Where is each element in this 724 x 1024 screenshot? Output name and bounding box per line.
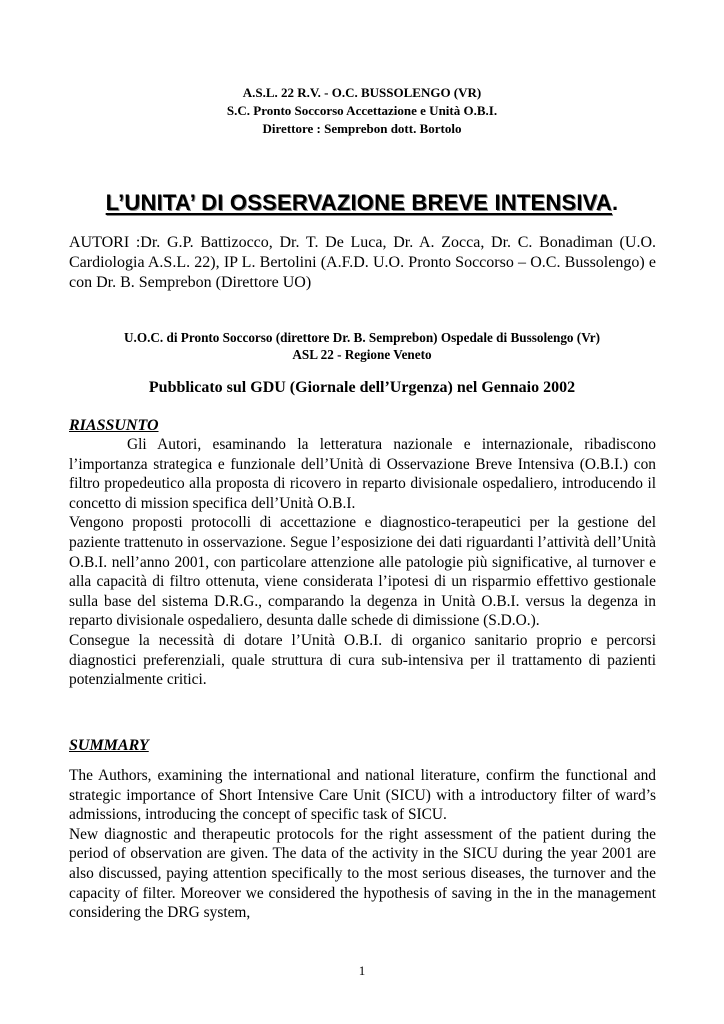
summary-body (69, 766, 656, 923)
header-line-2: S.C. Pronto Soccorso Accettazione e Unità O.B.I. (226, 103, 498, 118)
summary-paragraph-1: The Authors, examining the international and national literature, confirm the functional and strategic importance of Short Intensive Care Unit (SICU) with a introductory filter of ward’s admissions, introducing the concept of specific task of SICU. (69, 767, 656, 824)
riassunto-paragraph-3: Consegue la necessità di dotare l’Unità O.B.I. di organico sanitario proprio e percorsi diagnostici preferenziali, quale struttura di cura sub-intensiva per il trattamento di pazienti potenzialmente critici. (69, 631, 656, 689)
institution-line-1: U.O.C. di Pronto Soccorso (direttore Dr. B. Semprebon) Ospedale di Bussolengo (Vr) (124, 330, 600, 345)
document-title-suffix: . (612, 190, 619, 215)
institution-line-2: ASL 22 - Regione Veneto (292, 347, 432, 362)
riassunto-paragraph-2: Vengono proposti protocolli di accettazione e diagnostico-terapeutici per la gestione del paziente trattenuto in osservazione. Segue l’esposizione dei dati riguardanti l’attività dell’Unità O.B.I. nell’anno 2001, con particolare attenzione alle patologie più significative, al turnover e alla capacità di filtro ottenuta, viene considerata l’ipotesi di un risparmio effettivo gestionale sulla base del sistema D.R.G., comparando la degenza in Unità O.B.I. versus la degenza in reparto divisionale ospedaliero, desunta dalle schede di dimissione (S.D.O.). (69, 514, 656, 630)
summary-heading: SUMMARY (69, 737, 149, 754)
header-line-3: Direttore : Semprebon dott. Bortolo (262, 121, 462, 136)
header-line-1: A.S.L. 22 R.V. - O.C. BUSSOLENGO (VR) (242, 85, 482, 100)
authors-paragraph: AUTORI :Dr. G.P. Battizocco, Dr. T. De Luca, Dr. A. Zocca, Dr. C. Bonadiman (U.O. Cardiologia A.S.L. 22), IP L. Bertolini (A.F.D. U.O. Pronto Soccorso – O.C. Bussolengo) e con Dr. B. Semprebon (Direttore UO) (69, 234, 656, 291)
riassunto-body (69, 435, 656, 690)
document-title (0, 189, 724, 217)
document-title-text: L’UNITA’ DI OSSERVAZIONE BREVE INTENSIVA (105, 190, 613, 215)
page-number: 1 (358, 963, 366, 978)
summary-paragraph-2: New diagnostic and therapeutic protocols for the right assessment of the patient during the period of observation are given. The data of the activity in the SICU during the year 2001 are also discussed, paying attention specifically to the most serious diseases, the turnover and the capacity of filter. Moreover we considered the hypothesis of saving in the in the management considering the DRG system, (69, 825, 656, 922)
riassunto-heading: RIASSUNTO (69, 417, 159, 434)
publication-note: Pubblicato sul GDU (Giornale dell’Urgenza) nel Gennaio 2002 (148, 379, 576, 396)
riassunto-paragraph-1: Gli Autori, esaminando la letteratura nazionale e internazionale, ribadiscono l’importanza strategica e funzionale dell’Unità di Osservazione Breve Intensiva (O.B.I.) con filtro propedeutico alla proposta di ricovero in reparto divisionale ospedaliero, introducendo il concetto di mission specifica dell’Unità O.B.I. (69, 436, 656, 512)
